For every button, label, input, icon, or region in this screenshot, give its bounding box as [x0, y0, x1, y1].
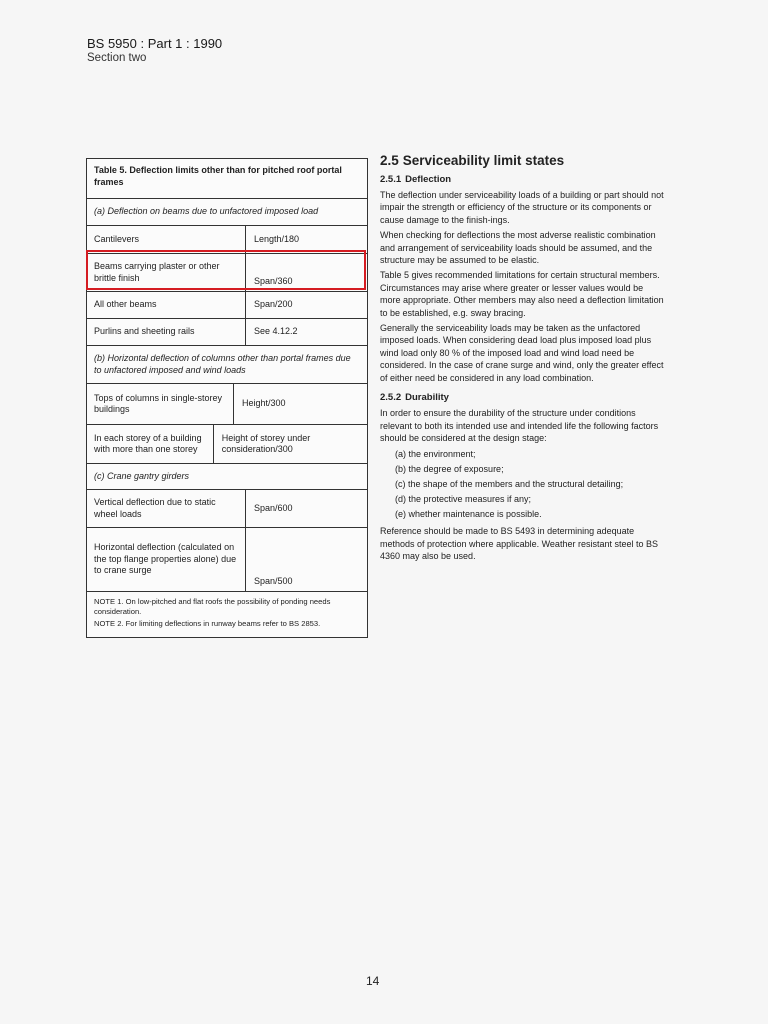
- table-cell-limit: Span/200: [254, 299, 293, 310]
- table-cell-limit: Span/360: [254, 275, 293, 286]
- paragraph: Table 5 gives recommended limitations for certain structural members. Circumstances may arise where greater or lesser values would be more appropriate. Other members may also need a deflection limitation to be established, e.g. sway bracing.: [380, 270, 664, 318]
- paragraph: The deflection under serviceability loads of a building or part should not impair the strength or efficiency of the structure or its components or cause damage to the finish-ings.: [380, 190, 664, 225]
- list-item: (d) the protective measures if any;: [395, 494, 532, 505]
- page-header: [87, 36, 222, 66]
- section-number: 2.5: [380, 153, 399, 168]
- table-notes: [87, 592, 367, 637]
- subsection-title: Deflection: [405, 174, 452, 185]
- paragraph: Generally the serviceability loads may be taken as the unfactored imposed loads. When considering dead load plus imposed load plus wind load only 80 % of the imposed load and wind load need be considered. In the case of crane surge and wind, only the greater effect of either need be considered in any load combination.: [380, 323, 664, 383]
- table-cell-member: Purlins and sheeting rails: [87, 319, 246, 345]
- deflection-limits-table: [86, 158, 368, 638]
- page-number: 14: [366, 974, 380, 988]
- subsection-number: 2.5.2: [380, 392, 402, 404]
- table-row: [87, 425, 367, 464]
- table-note: NOTE 1. On low-pitched and flat roofs the possibility of ponding needs consideration.: [94, 597, 331, 616]
- durability-factors-list: [380, 447, 665, 522]
- table-row-highlighted: [87, 254, 367, 292]
- table-cell-member: In each storey of a building with more than one storey: [87, 425, 214, 463]
- table-cell-limit: See 4.12.2: [254, 326, 298, 337]
- table-cell-limit: Height/300: [242, 398, 286, 409]
- list-item: (c) the shape of the members and the structural detailing;: [395, 479, 624, 490]
- table-row: [87, 490, 367, 528]
- table-row: [87, 319, 367, 346]
- table-row: [87, 528, 367, 592]
- standard-reference: BS 5950 : Part 1 : 1990: [87, 36, 223, 51]
- serviceability-section: [380, 152, 665, 566]
- subsection-heading-durability: [380, 392, 665, 404]
- list-item: (e) whether maintenance is possible.: [395, 509, 542, 520]
- table-cell-member: Beams carrying plaster or other brittle finish: [87, 254, 246, 291]
- table-cell-limit: Height of storey under consideration/300: [221, 432, 311, 454]
- table-cell-member: Vertical deflection due to static wheel loads: [87, 490, 246, 527]
- table-cell-member: Horizontal deflection (calculated on the top flange properties alone) due to crane surge: [87, 528, 246, 591]
- paragraph: In order to ensure the durability of the structure under conditions relevant to both its intended use and intended life the following factors should be considered at the design stage:: [380, 408, 659, 443]
- table-cell-limit: Length/180: [254, 233, 300, 244]
- table-cell-limit: Span/600: [254, 502, 293, 513]
- table-note: NOTE 2. For limiting deflections in runway beams refer to BS 2853.: [94, 619, 321, 628]
- table-row: [87, 292, 367, 319]
- table-row: [87, 226, 367, 254]
- section-heading: [380, 152, 665, 170]
- subsection-number: 2.5.1: [380, 174, 402, 185]
- table-section-a-heading: (a) Deflection on beams due to unfactored imposed load: [87, 199, 367, 226]
- paragraph: When checking for deflections the most adverse realistic combination and arrangement of serviceability loads should be assumed, and the structure may be assumed to be elastic.: [380, 230, 656, 266]
- subsection-title: Durability: [405, 392, 449, 404]
- table-cell-member: All other beams: [87, 292, 246, 318]
- table-section-b-heading: (b) Horizontal deflection of columns other than portal frames due to unfactored imposed and wind loads: [87, 346, 367, 384]
- table-cell-limit: Span/500: [254, 575, 293, 586]
- section-title: Serviceability limit states: [402, 153, 565, 168]
- section-label: Section two: [87, 52, 147, 64]
- subsection-heading-deflection: [380, 174, 665, 186]
- table-cell-member: Cantilevers: [87, 226, 246, 253]
- paragraph: Reference should be made to BS 5493 in determining adequate methods of protection where applicable. Weather resistant steel to BS 4360 may also be used.: [380, 526, 658, 562]
- table-title: Table 5. Deflection limits other than for pitched roof portal frames: [87, 159, 367, 199]
- list-item: (a) the environment;: [395, 449, 476, 460]
- table-section-c-heading: (c) Crane gantry girders: [87, 464, 367, 490]
- list-item: (b) the degree of exposure;: [395, 464, 504, 475]
- table-row: [87, 384, 367, 425]
- table-cell-member: Tops of columns in single-storey buildings: [87, 384, 234, 424]
